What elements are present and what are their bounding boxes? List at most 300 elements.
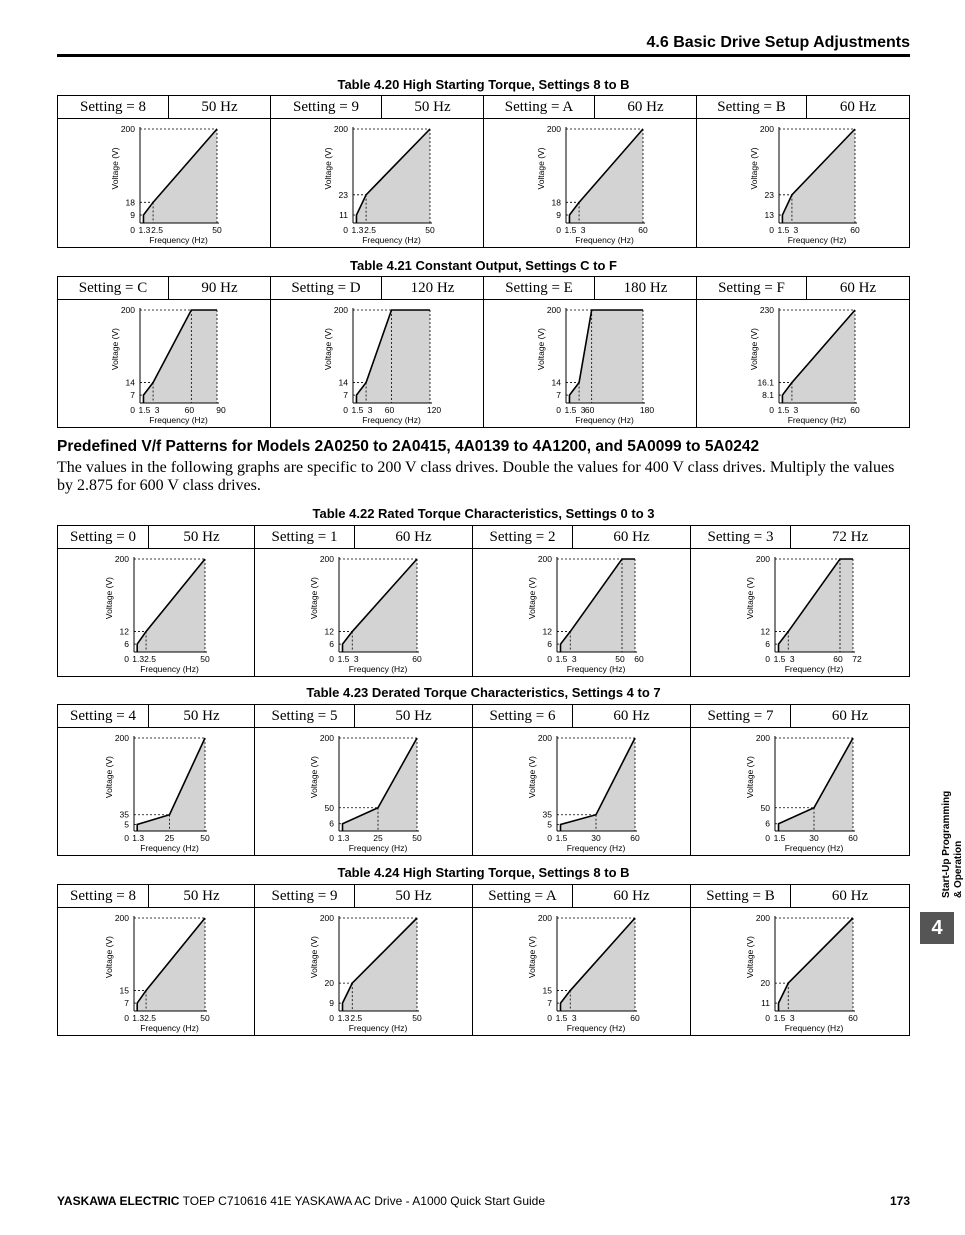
y-tick-label: 7 [556,390,561,401]
y-tick-label: 200 [333,124,348,134]
vf-chart [473,908,690,1035]
x-tick-label: 0 [124,654,129,664]
x-axis-label: Frequency (Hz) [348,1023,408,1033]
x-axis-label: Frequency (Hz) [362,415,421,425]
y-tick-label: 11 [339,210,348,221]
section-heading: Predefined V/f Patterns for Models 2A0250 to 2A0415, 4A0139 to 4A1200, and 5A0099 to 5A0242 [57,438,760,455]
vf-shaded-area [343,738,417,831]
y-tick-label: 5 [547,819,552,830]
setting-label: Setting = 2 [473,526,573,548]
vf-chart [697,119,908,247]
x-tick-label: 25 [373,833,383,843]
y-tick-label: 6 [329,639,334,650]
x-axis-label: Frequency (Hz) [140,1023,199,1033]
vf-shaded-area [356,310,430,403]
y-axis-label: Voltage (V) [309,936,319,979]
x-tick-label: 60 [638,225,648,235]
x-axis-label: Frequency (Hz) [566,1023,626,1033]
y-tick-label: 6 [124,639,129,650]
y-tick-label: 200 [755,913,770,923]
x-tick-label: 1.5 [773,833,786,843]
y-axis-label: Voltage (V) [527,577,537,620]
y-tick-label: 12 [324,626,334,637]
x-axis-label: Frequency (Hz) [348,664,408,674]
max-frequency-label: 60 Hz [839,279,877,296]
setting-label: Setting = A [484,96,595,118]
y-tick-label: 200 [120,124,135,134]
x-axis-label: Frequency (Hz) [566,664,626,674]
y-tick-label: 9 [329,998,334,1009]
table-plot-row [58,908,909,1035]
y-tick-label: 15 [542,985,552,996]
y-axis-label: Voltage (V) [527,936,537,979]
x-axis-label: Frequency (Hz) [566,843,626,853]
vf-chart [691,728,908,855]
section-body: The values in the following graphs are specific to 200 V class drives. Double the values for 400 V class drives. Multiply the values by 2.875 for 600 V class drives. [57,459,895,494]
max-frequency-label: 90 Hz [169,277,271,299]
vf-shaded-area [779,559,853,652]
x-tick-label: 60 [412,654,422,664]
y-tick-label: 200 [537,554,552,564]
x-tick-label: 60 [630,1013,640,1023]
x-axis-label: Frequency (Hz) [149,235,208,245]
y-tick-label: 23 [338,189,348,200]
x-tick-label: 3 [353,654,359,664]
x-axis-label: Frequency (Hz) [787,415,847,425]
y-tick-label: 6 [765,818,770,829]
table-caption: Table 4.20 High Starting Torque, Settings 8 to B [337,77,630,92]
table-plot-row [58,119,909,247]
vf-shaded-area [343,559,417,652]
setting-label: Setting = 9 [271,96,382,118]
table-header-row [58,277,909,300]
max-frequency-label: 60 Hz [595,96,697,118]
x-tick-label: 1.3 [138,225,151,235]
setting-label: Setting = D [271,277,382,299]
x-axis-label: Frequency (Hz) [575,235,634,245]
x-axis-label: Frequency (Hz) [140,843,199,853]
x-tick-label: 3 [793,405,799,415]
y-tick-label: 7 [343,390,348,401]
x-tick-label: 0 [547,1013,552,1023]
y-axis-label: Voltage (V) [536,147,546,190]
vf-chart [691,549,908,676]
vf-chart [271,300,483,427]
x-tick-label: 1.3 [337,1013,350,1023]
max-frequency-label: 120 Hz [382,277,484,299]
y-axis-label: Voltage (V) [745,577,755,620]
y-tick-label: 16.1 [757,377,774,388]
vf-chart [697,300,908,427]
y-tick-label: 6 [547,639,552,650]
vf-chart [58,549,254,676]
table-plot-row [58,549,909,676]
x-tick-label: 1.5 [773,1013,786,1023]
max-frequency-label: 60 Hz [573,526,691,548]
x-axis-label: Frequency (Hz) [362,235,421,245]
vf-shaded-area [561,738,635,831]
y-axis-label: Voltage (V) [745,936,755,979]
vf-shaded-area [782,310,855,403]
table-plot-row [58,728,909,855]
x-tick-label: 0 [765,833,770,843]
x-tick-label: 0 [765,654,770,664]
x-tick-label: 0 [343,225,348,235]
x-tick-label: 1.3 [132,654,145,664]
y-axis-label: Voltage (V) [527,756,537,799]
vf-shaded-area [569,310,643,403]
max-frequency-label: 60 Hz [355,526,473,548]
x-tick-label: 1.3 [132,1013,145,1023]
x-tick-label: 0 [547,654,552,664]
max-frequency-label: 50 Hz [149,885,255,907]
table-caption: Table 4.24 High Starting Torque, Settings 8 to B [337,865,630,880]
setting-label: Setting = 1 [255,526,355,548]
x-tick-label: 50 [425,225,435,235]
footer-doc-title: TOEP C710616 41E YASKAWA AC Drive - A1000 Quick Start Guide [182,1194,546,1208]
vf-chart-cell [697,300,909,427]
y-axis-label: Voltage (V) [745,756,755,799]
y-tick-label: 7 [130,390,135,401]
x-tick-label: 0 [329,654,334,664]
setting-label: Setting = A [473,885,573,907]
header-rule [57,54,910,57]
vf-shaded-area [561,559,635,652]
max-frequency-label: 50 Hz [355,705,473,727]
y-axis-label: Voltage (V) [110,328,120,371]
y-tick-label: 200 [319,733,334,743]
x-tick-label: 60 [850,405,860,415]
y-tick-label: 14 [551,377,561,388]
x-tick-label: 60 [850,225,860,235]
setting-label: Setting = 8 [58,885,149,907]
x-axis-label: Frequency (Hz) [140,664,199,674]
vf-chart-cell [697,119,909,247]
y-tick-label: 200 [114,733,129,743]
y-tick-label: 14 [125,377,135,388]
setting-label: Setting = B [697,96,807,118]
x-tick-label: 50 [200,1013,210,1023]
x-tick-label: 30 [591,833,601,843]
x-tick-label: 3 [367,405,373,415]
x-tick-label: 60 [630,833,640,843]
x-tick-label: 72 [852,654,862,664]
setting-label: Setting = B [691,885,791,907]
setting-label: Setting = 6 [473,705,573,727]
vf-chart-cell [271,119,484,247]
y-tick-label: 200 [755,554,770,564]
x-tick-label: 2.5 [364,225,377,235]
vf-table [57,525,910,677]
x-axis-label: Frequency (Hz) [787,235,847,245]
y-tick-label: 12 [119,626,129,637]
x-tick-label: 50 [615,654,625,664]
setting-label: Setting = 5 [255,705,355,727]
table-caption: Table 4.22 Rated Torque Characteristics, Settings 0 to 3 [312,506,655,521]
x-tick-label: 0 [124,833,129,843]
y-axis-label: Voltage (V) [104,756,114,799]
x-tick-label: 60 [584,405,595,415]
vf-shaded-area [782,129,855,223]
x-tick-label: 3 [789,654,795,664]
x-axis-label: Frequency (Hz) [348,843,408,853]
y-tick-label: 200 [319,554,334,564]
x-tick-label: 50 [212,225,222,235]
x-tick-label: 25 [164,833,175,843]
setting-label: Setting = 0 [58,526,149,548]
vf-chart-cell [58,549,255,676]
x-tick-label: 50 [200,654,210,664]
y-tick-label: 200 [546,124,561,134]
x-tick-label: 0 [765,1013,770,1023]
y-tick-label: 50 [324,802,334,813]
vf-chart [58,119,270,247]
x-tick-label: 1.3 [337,833,350,843]
x-tick-label: 1.5 [555,833,568,843]
y-axis-label: Voltage (V) [309,756,319,799]
x-tick-label: 3 [571,1013,577,1023]
x-tick-label: 0 [124,1013,129,1023]
vf-shaded-area [143,310,217,403]
vf-chart-cell [58,908,255,1035]
x-tick-label: 0 [130,225,135,235]
vf-chart [271,119,483,247]
y-tick-label: 12 [760,626,770,637]
max-frequency-label: 60 Hz [831,887,869,904]
x-tick-label: 1.5 [555,1013,568,1023]
x-tick-label: 1.5 [337,654,350,664]
footer-doc [57,1194,545,1208]
y-tick-label: 50 [760,802,770,813]
max-frequency-label: 180 Hz [595,277,697,299]
x-tick-label: 1.5 [777,405,790,415]
setting-label: Setting = 7 [691,705,791,727]
vf-chart-cell [484,300,697,427]
x-axis-label: Frequency (Hz) [784,1023,844,1033]
vf-table [57,704,910,856]
y-tick-label: 18 [125,197,135,208]
x-tick-label: 1.3 [132,833,145,843]
setting-label: Setting = 3 [691,526,791,548]
vf-chart [58,300,270,427]
vf-shaded-area [143,129,217,223]
y-tick-label: 20 [760,978,770,989]
x-tick-label: 3 [571,654,577,664]
x-tick-label: 60 [184,405,195,415]
vf-chart-cell [473,908,691,1035]
x-tick-label: 90 [216,405,226,415]
x-tick-label: 50 [412,1013,422,1023]
y-tick-label: 9 [130,210,135,221]
chapter-tab: 4 [920,912,954,944]
y-tick-label: 12 [542,626,552,637]
y-tick-label: 200 [546,305,561,315]
x-tick-label: 0 [556,405,561,415]
side-tab-line-2: & Operation [953,840,964,898]
x-tick-label: 1.5 [555,654,568,664]
footer-brand: YASKAWA ELECTRIC [57,1194,180,1208]
y-tick-label: 200 [114,913,129,923]
setting-label: Setting = 9 [255,885,355,907]
vf-shaded-area [137,738,205,831]
y-axis-label: Voltage (V) [749,328,759,371]
vf-shaded-area [343,918,417,1011]
vf-chart [484,119,696,247]
header-title: 4.6 Basic Drive Setup Adjustments [646,34,910,51]
vf-table [57,884,910,1036]
max-frequency-label: 50 Hz [149,705,255,727]
vf-chart-cell [484,119,697,247]
vf-chart [473,728,690,855]
x-tick-label: 2.5 [350,1013,363,1023]
x-axis-label: Frequency (Hz) [575,415,634,425]
max-frequency-label: 50 Hz [149,526,255,548]
x-tick-label: 1.3 [351,225,364,235]
y-tick-label: 200 [120,305,135,315]
vf-chart-cell [271,300,484,427]
y-tick-label: 6 [765,639,770,650]
vf-chart [58,908,254,1035]
table-header-row [58,885,909,908]
x-tick-label: 60 [833,654,843,664]
vf-chart-cell [255,908,473,1035]
vf-shaded-area [356,129,430,223]
x-axis-label: Frequency (Hz) [784,843,844,853]
max-frequency-label: 60 Hz [573,705,691,727]
x-tick-label: 0 [556,225,561,235]
x-axis-label: Frequency (Hz) [149,415,208,425]
x-tick-label: 0 [130,405,135,415]
vf-shaded-area [137,918,205,1011]
x-tick-label: 1.5 [351,405,364,415]
y-tick-label: 18 [551,197,561,208]
x-tick-label: 60 [384,405,395,415]
x-tick-label: 60 [848,1013,858,1023]
x-tick-label: 0 [547,833,552,843]
table-caption: Table 4.21 Constant Output, Settings C to F [350,258,617,273]
x-tick-label: 1.5 [564,405,577,415]
y-axis-label: Voltage (V) [309,577,319,620]
max-frequency-label: 50 Hz [355,885,473,907]
x-tick-label: 3 [580,225,586,235]
vf-chart-cell [473,549,691,676]
vf-chart [255,549,472,676]
vf-shaded-area [779,918,853,1011]
vf-chart-cell [691,549,909,676]
x-tick-label: 3 [789,1013,795,1023]
max-frequency-label: 60 Hz [839,98,877,115]
vf-chart-cell [473,728,691,855]
x-tick-label: 1.5 [777,225,790,235]
y-axis-label: Voltage (V) [110,147,120,190]
x-tick-label: 3 [154,405,160,415]
table-plot-row [58,300,909,427]
setting-label: Setting = C [58,277,169,299]
table-header-row [58,96,909,119]
side-tab-label [921,780,964,900]
y-tick-label: 11 [761,998,770,1009]
y-tick-label: 200 [333,305,348,315]
y-tick-label: 35 [119,809,129,820]
y-tick-label: 7 [547,998,552,1009]
x-tick-label: 1.5 [773,654,786,664]
y-tick-label: 200 [114,554,129,564]
vf-chart [484,300,696,427]
x-tick-label: 1.5 [138,405,151,415]
page-number: 173 [889,1194,910,1208]
vf-shaded-area [569,129,643,223]
setting-label: Setting = E [484,277,595,299]
max-frequency-label: 60 Hz [831,707,869,724]
max-frequency-label: 72 Hz [831,528,869,545]
x-tick-label: 0 [329,833,334,843]
y-tick-label: 5 [124,819,129,830]
vf-table [57,95,910,248]
table-header-row [58,526,909,549]
y-tick-label: 6 [329,818,334,829]
y-tick-label: 200 [755,733,770,743]
table-header-row [58,705,909,728]
x-tick-label: 50 [412,833,422,843]
x-tick-label: 60 [848,833,858,843]
x-tick-label: 0 [769,225,774,235]
vf-table [57,276,910,428]
y-tick-label: 13 [764,210,774,221]
y-tick-label: 23 [764,189,774,200]
vf-shaded-area [779,738,853,831]
y-axis-label: Voltage (V) [536,328,546,371]
max-frequency-label: 60 Hz [573,885,691,907]
x-tick-label: 30 [809,833,819,843]
x-axis-label: Frequency (Hz) [784,664,844,674]
vf-chart-cell [58,119,271,247]
vf-chart-cell [58,728,255,855]
table-caption: Table 4.23 Derated Torque Characteristics, Settings 4 to 7 [306,685,661,700]
vf-chart [473,549,690,676]
y-tick-label: 230 [759,305,774,315]
setting-label: Setting = 8 [58,96,169,118]
y-tick-label: 200 [319,913,334,923]
y-tick-label: 15 [119,985,129,996]
x-tick-label: 3 [793,225,799,235]
vf-chart [58,728,254,855]
vf-chart-cell [255,728,473,855]
setting-label: Setting = 4 [58,705,149,727]
y-tick-label: 8.1 [762,390,774,401]
vf-chart-cell [691,728,909,855]
x-tick-label: 2.5 [151,225,164,235]
x-tick-label: 2.5 [144,1013,156,1023]
x-tick-label: 0 [769,405,774,415]
x-tick-label: 3 [580,405,586,415]
y-axis-label: Voltage (V) [323,147,333,190]
x-tick-label: 180 [639,405,655,415]
x-tick-label: 1.5 [564,225,577,235]
y-tick-label: 200 [759,124,774,134]
x-tick-label: 0 [343,405,348,415]
x-tick-label: 60 [634,654,644,664]
vf-chart-cell [691,908,909,1035]
x-tick-label: 2.5 [144,654,156,664]
y-tick-label: 200 [537,733,552,743]
max-frequency-label: 50 Hz [169,96,271,118]
y-axis-label: Voltage (V) [323,328,333,371]
vf-shaded-area [137,559,205,652]
y-tick-label: 200 [537,913,552,923]
vf-chart-cell [255,549,473,676]
y-tick-label: 14 [338,377,348,388]
x-tick-label: 0 [329,1013,334,1023]
